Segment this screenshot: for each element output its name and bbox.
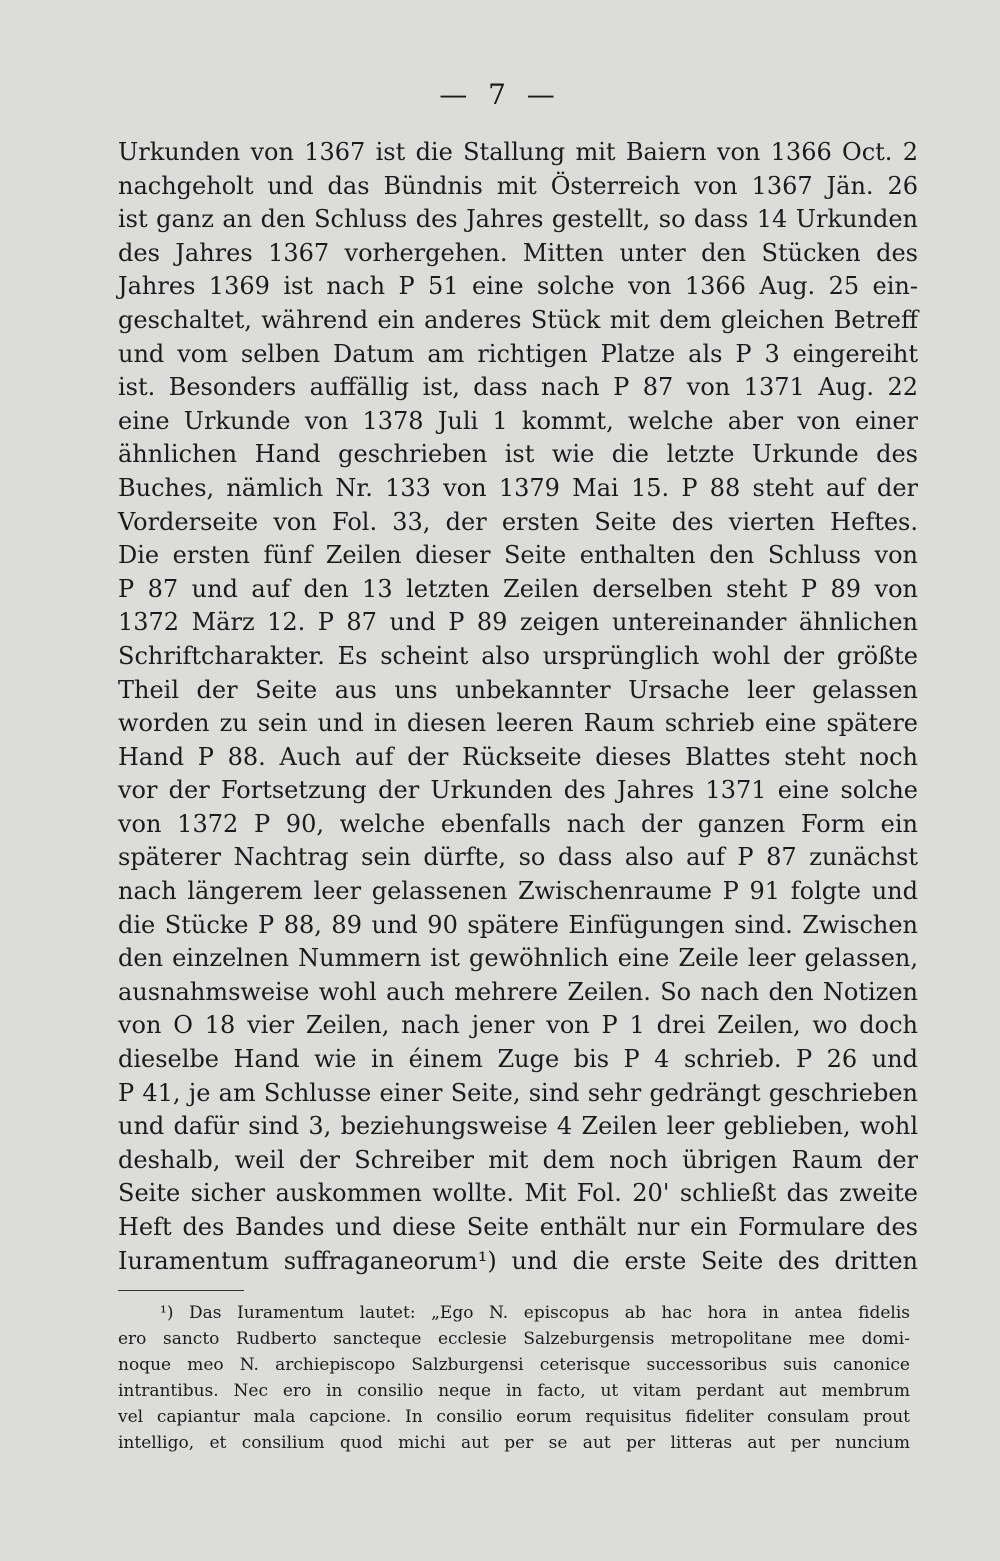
body-line: Hand P 88. Auch auf der Rückseite dieses Blattes steht noch <box>118 742 918 771</box>
body-line: dieselbe Hand wie in éinem Zuge bis P 4 schrieb. P 26 und <box>118 1045 918 1074</box>
body-line: Iuramentum suffraganeorum¹) und die erste Seite des dritten <box>118 1246 918 1275</box>
footnote-line: ero sancto Rudberto sancteque ecclesie Salzeburgensis metropolitane mee domi- <box>118 1329 910 1349</box>
body-line: des Jahres 1367 vorhergehen. Mitten unter den Stücken des <box>118 238 918 267</box>
body-line: nach längerem leer gelassenen Zwischenraume P 91 folgte und <box>118 877 918 906</box>
body-line: Buches, nämlich Nr. 133 von 1379 Mai 15. P 88 steht auf der <box>118 473 918 502</box>
body-line: worden zu sein und in diesen leeren Raum schrieb eine spätere <box>118 709 918 738</box>
body-line: den einzelnen Nummern ist gewöhnlich eine Zeile leer gelassen, <box>118 944 918 973</box>
body-line: Seite sicher auskommen wollte. Mit Fol. 20' schließt das zweite <box>118 1179 918 1208</box>
body-line: ist ganz an den Schluss des Jahres gestellt, so dass 14 Urkunden <box>118 205 918 234</box>
body-line: Schriftcharakter. Es scheint also ursprünglich wohl der größte <box>118 641 918 670</box>
body-line: Jahres 1369 ist nach P 51 eine solche von 1366 Aug. 25 ein- <box>118 272 918 301</box>
footnote <box>118 1300 910 1456</box>
body-line: und dafür sind 3, beziehungsweise 4 Zeilen leer geblieben, wohl <box>118 1112 918 1141</box>
body-line: eine Urkunde von 1378 Juli 1 kommt, welche aber von einer <box>118 406 918 435</box>
body-line: P 41, je am Schlusse einer Seite, sind sehr gedrängt geschrieben <box>118 1078 918 1107</box>
body-line: Die ersten fünf Zeilen dieser Seite enthalten den Schluss von <box>118 541 918 570</box>
body-line: vor der Fortsetzung der Urkunden des Jahres 1371 eine solche <box>118 776 918 805</box>
body-line: ausnahmsweise wohl auch mehrere Zeilen. So nach den Notizen <box>118 977 918 1006</box>
body-line: und vom selben Datum am richtigen Platze als P 3 eingereiht <box>118 339 918 368</box>
body-line: geschaltet, während ein anderes Stück mit dem gleichen Betreff <box>118 305 918 334</box>
body-line: Urkunden von 1367 ist die Stallung mit Baiern von 1366 Oct. 2 <box>118 138 918 166</box>
body-line: Vorderseite von Fol. 33, der ersten Seite des vierten Heftes. <box>118 507 918 536</box>
footnote-separator <box>118 1290 244 1291</box>
body-line: Heft des Bandes und diese Seite enthält nur ein Formulare des <box>118 1213 918 1241</box>
body-line: von O 18 vier Zeilen, nach jener von P 1 drei Zeilen, wo doch <box>118 1011 918 1040</box>
footnote-line: intelligo, et consilium quod michi aut per se aut per litteras aut per nuncium <box>118 1433 910 1453</box>
footnote-line: vel capiantur mala capcione. In consilio eorum requisitus fideliter consulam prout <box>118 1407 910 1427</box>
body-line: nachgeholt und das Bündnis mit Österreich von 1367 Jän. 26 <box>118 171 918 200</box>
body-line: Theil der Seite aus uns unbekannter Ursache leer gelassen <box>118 675 918 704</box>
body-line: P 87 und auf den 13 letzten Zeilen derselben steht P 89 von <box>118 574 918 603</box>
footnote-line: noque meo N. archiepiscopo Salzburgensi ceterisque successoribus suis canonice <box>118 1355 910 1375</box>
body-line: späterer Nachtrag sein dürfte, so dass also auf P 87 zunächst <box>118 843 918 872</box>
page-number: — 7 — <box>439 78 561 111</box>
body-line: deshalb, weil der Schreiber mit dem noch übrigen Raum der <box>118 1145 918 1174</box>
body-line: die Stücke P 88, 89 und 90 spätere Einfügungen sind. Zwischen <box>118 910 918 939</box>
body-line: ist. Besonders auffällig ist, dass nach P 87 von 1371 Aug. 22 <box>118 373 918 402</box>
footnote-line: intrantibus. Nec ero in consilio neque in facto, ut vitam perdant aut membrum <box>118 1381 910 1401</box>
footnote-line: ¹) Das Iuramentum lautet: „Ego N. episcopus ab hac hora in antea fidelis <box>160 1303 910 1323</box>
body-text <box>118 136 918 1278</box>
body-line: ähnlichen Hand geschrieben ist wie die letzte Urkunde des <box>118 440 918 469</box>
body-line: 1372 März 12. P 87 und P 89 zeigen untereinander ähnlichen <box>118 608 918 637</box>
body-line: von 1372 P 90, welche ebenfalls nach der ganzen Form ein <box>118 809 918 838</box>
